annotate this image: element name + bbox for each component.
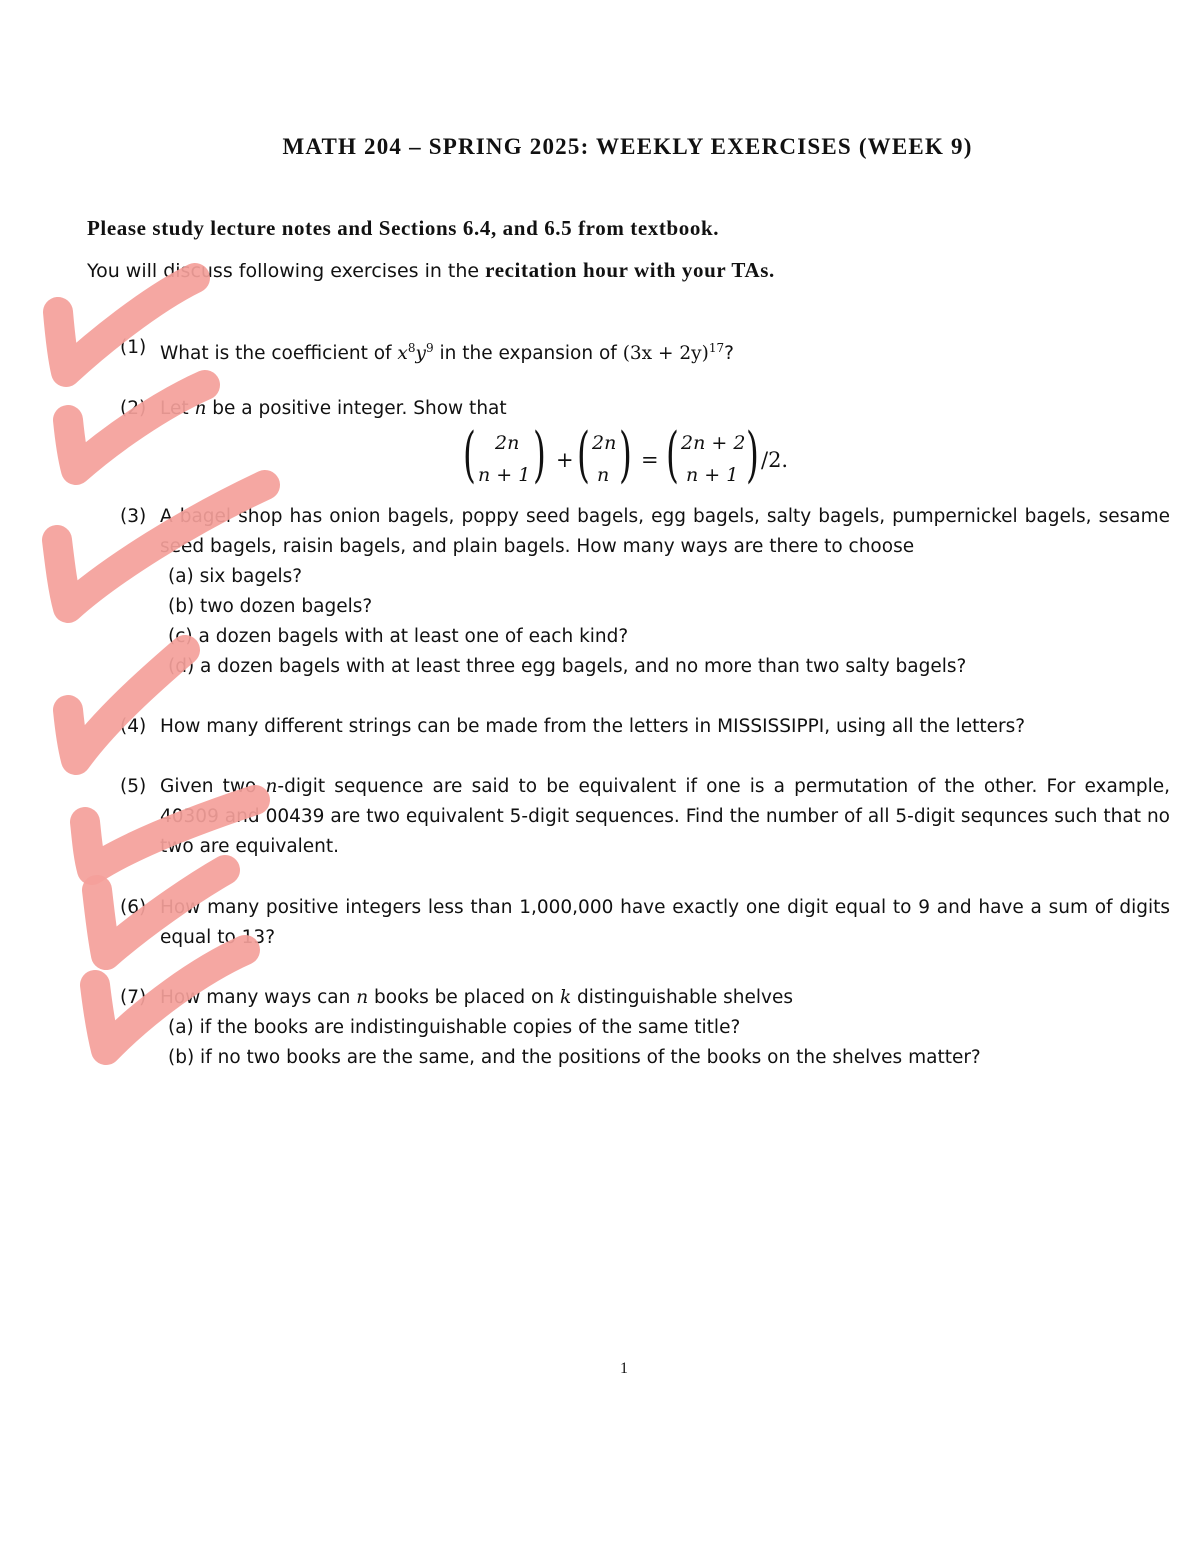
math-exponent: 9 — [425, 341, 434, 355]
left-paren: ( — [463, 420, 476, 490]
exercise-part: (d) a dozen bagels with at least three egg bagels, and no more than two salty bagels? — [168, 656, 967, 677]
plus-sign: + — [556, 448, 574, 472]
right-paren: ) — [533, 420, 546, 490]
study-instruction: Please study lecture notes and Sections 6.4, and 6.5 from textbook. — [87, 216, 720, 240]
math-exponent: 17 — [708, 341, 725, 355]
exercise-text: Given two — [160, 776, 266, 797]
exercise-6 — [120, 893, 1170, 953]
exercise-text: What is the coefficient of — [160, 343, 398, 365]
exercise-text: How many ways can — [160, 987, 357, 1008]
exercise-text: distinguishable shelves — [571, 987, 794, 1008]
exercise-number: (4) — [120, 716, 147, 737]
exercise-part: (c) a dozen bagels with at least one of each kind? — [168, 626, 629, 647]
page-title: MATH 204 – SPRING 2025: WEEKLY EXERCISES (WEEK 9) — [282, 134, 973, 159]
exercise-text: ? — [724, 343, 734, 365]
exercise-4 — [120, 712, 1170, 742]
binomial-top: 2n — [592, 432, 617, 454]
exercise-part: (a) if the books are indistinguishable copies of the same title? — [168, 1017, 741, 1038]
exercise-text: in the expansion of — [433, 343, 623, 365]
binomial-top: 2n — [495, 432, 520, 454]
page-number: 1 — [620, 1360, 628, 1377]
exercise-part: (b) two dozen bagels? — [168, 596, 373, 617]
math-var: x — [397, 343, 408, 365]
exercise-text: A bagel shop has onion bagels, poppy seed bagels, egg bagels, salty bagels, pumpernickel bagels, sesame seed bagels, raisin bagels, and plain bagels. How many ways are there to choose — [160, 506, 1170, 557]
exercise-2 — [120, 394, 1170, 424]
binomial-bottom: n + 1 — [478, 464, 531, 486]
exercise-text: Let — [160, 398, 195, 419]
binomial-identity — [463, 420, 795, 492]
exercise-part: (a) six bagels? — [168, 566, 303, 587]
division-text: /2. — [761, 448, 789, 472]
exercise-number: (2) — [120, 398, 147, 419]
intro-bold: recitation hour with your TAs. — [485, 258, 775, 282]
exercise-number: (5) — [120, 776, 147, 797]
exercise-text: be a positive integer. Show that — [206, 398, 507, 419]
math-expression: (3x + 2y) — [622, 343, 709, 365]
math-exponent: 8 — [407, 341, 416, 355]
exercise-text: How many positive integers less than 1,000,000 have exactly one digit equal to 9 and have a sum of digits equal to 13? — [160, 897, 1170, 948]
left-paren: ( — [666, 420, 679, 490]
exercise-text: books be placed on — [368, 987, 560, 1008]
intro-prefix: You will discuss following exercises in the — [87, 260, 480, 282]
math-var: y — [415, 343, 426, 365]
binomial-2 — [577, 420, 639, 492]
math-var: n — [356, 987, 369, 1008]
right-paren: ) — [746, 420, 759, 490]
binomial-1 — [463, 420, 550, 492]
exercise-text: How many different strings can be made from the letters in MISSISSIPPI, using all the letters? — [160, 716, 1026, 737]
exercise-number: (7) — [120, 987, 147, 1008]
exercise-1 — [120, 333, 1170, 369]
binomial-top: 2n + 2 — [681, 432, 746, 454]
exercise-number: (3) — [120, 506, 147, 527]
intro-line — [87, 258, 775, 283]
binomial-3 — [666, 420, 759, 492]
right-paren: ) — [619, 420, 632, 490]
binomial-bottom: n + 1 — [686, 464, 739, 486]
equals-sign: = — [641, 448, 659, 472]
left-paren: ( — [577, 420, 590, 490]
exercise-part: (b) if no two books are the same, and the positions of the books on the shelves matter? — [168, 1047, 981, 1068]
exercise-number: (6) — [120, 897, 147, 918]
math-var: n — [265, 776, 278, 797]
exercise-text: -digit sequence are said to be equivalent if one is a permutation of the other. For example, 40309 and 00439 are two equivalent 5-digit sequences. Find the number of all 5-digit sequnces such that no two are equivalent. — [160, 776, 1170, 857]
math-var: k — [559, 987, 572, 1008]
exercise-3 — [120, 502, 1170, 682]
binomial-bottom: n — [597, 464, 610, 486]
exercise-number: (1) — [120, 337, 147, 358]
exercise-5 — [120, 772, 1170, 862]
exercise-7 — [120, 983, 1170, 1073]
math-var: n — [194, 398, 207, 419]
